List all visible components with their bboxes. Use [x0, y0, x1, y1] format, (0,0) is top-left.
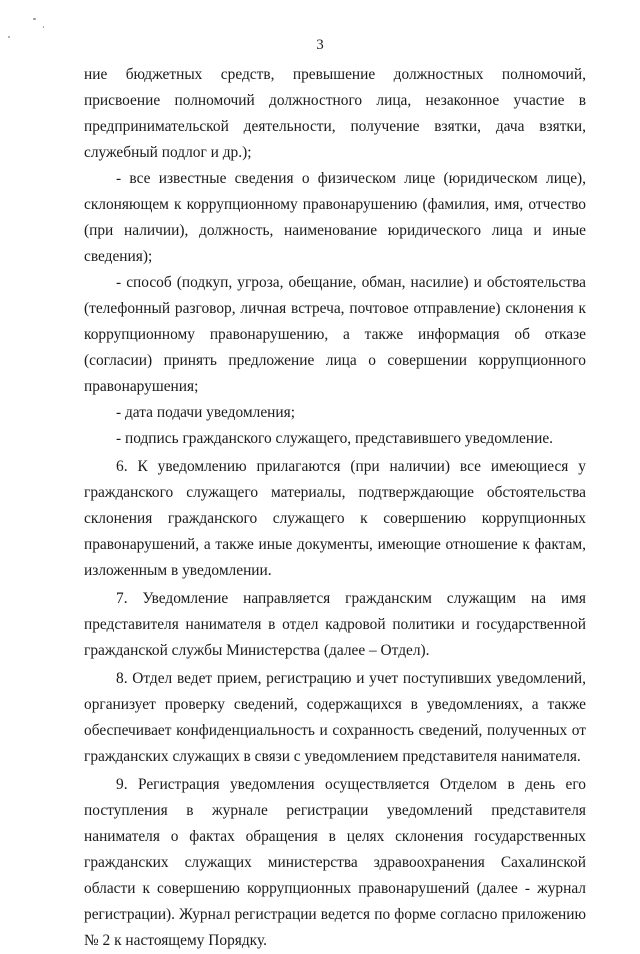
paragraph-item-9: 9. Регистрация уведомления осуществляется Отделом в день его поступления в журнале регистрации уведомлений представителя нанимателя о фактах обращения в целях склонения государственных гражданских служащих министерства здравоохранения Сахалинской области к совершению коррупционных правонарушений (далее - журнал регистрации). Журнал регистрации ведется по форме согласно приложению № 2 к настоящему Порядку. [84, 776, 586, 949]
scan-speck [43, 26, 44, 28]
paragraph-item-8: 8. Отдел ведет прием, регистрацию и учет поступивших уведомлений, организует проверку сведений, содержащихся в уведомлениях, а также обеспечивает конфиденциальность и сохранность сведений, полученных от гражданских служащих в связи с уведомлением представителя нанимателя. [84, 670, 586, 765]
paragraph-list-item: - подпись гражданского служащего, представившего уведомление. [116, 430, 554, 447]
scan-speck [33, 18, 36, 20]
paragraph-list-item: - способ (подкуп, угроза, обещание, обман, насилие) и обстоятельства (телефонный разговор, личная встреча, почтовое отправление) склонения к коррупционному правонарушению, а также информация об отказе (согласии) принять предложение лица о совершении коррупционного правонарушения; [84, 274, 586, 395]
paragraph-list-item: - все известные сведения о физическом лице (юридическом лице), склоняющем к коррупционному правонарушению (фамилия, имя, отчество (при наличии), должность, наименование юридического лица и иные сведения); [84, 170, 586, 265]
paragraph-list-item: - дата подачи уведомления; [116, 404, 295, 421]
paragraph-item-7: 7. Уведомление направляется гражданским служащим на имя представителя нанимателя в отдел кадровой политики и государственной гражданской службы Министерства (далее – Отдел). [84, 590, 586, 659]
paragraph-item-6: 6. К уведомлению прилагаются (при наличии) все имеющиеся у гражданского служащего материалы, подтверждающие обстоятельства склонения гражданского служащего к совершению коррупционных правонарушений, а также иные документы, имеющие отношение к фактам, изложенным в уведомлении. [84, 458, 586, 579]
page-number: 3 [316, 37, 324, 53]
paragraph-continuation: ние бюджетных средств, превышение должностных полномочий, присвоение полномочий должностного лица, незаконное участие в предпринимательской деятельности, получение взятки, дача взятки, служебный подлог и др.); [84, 66, 586, 161]
document-body [84, 62, 586, 954]
